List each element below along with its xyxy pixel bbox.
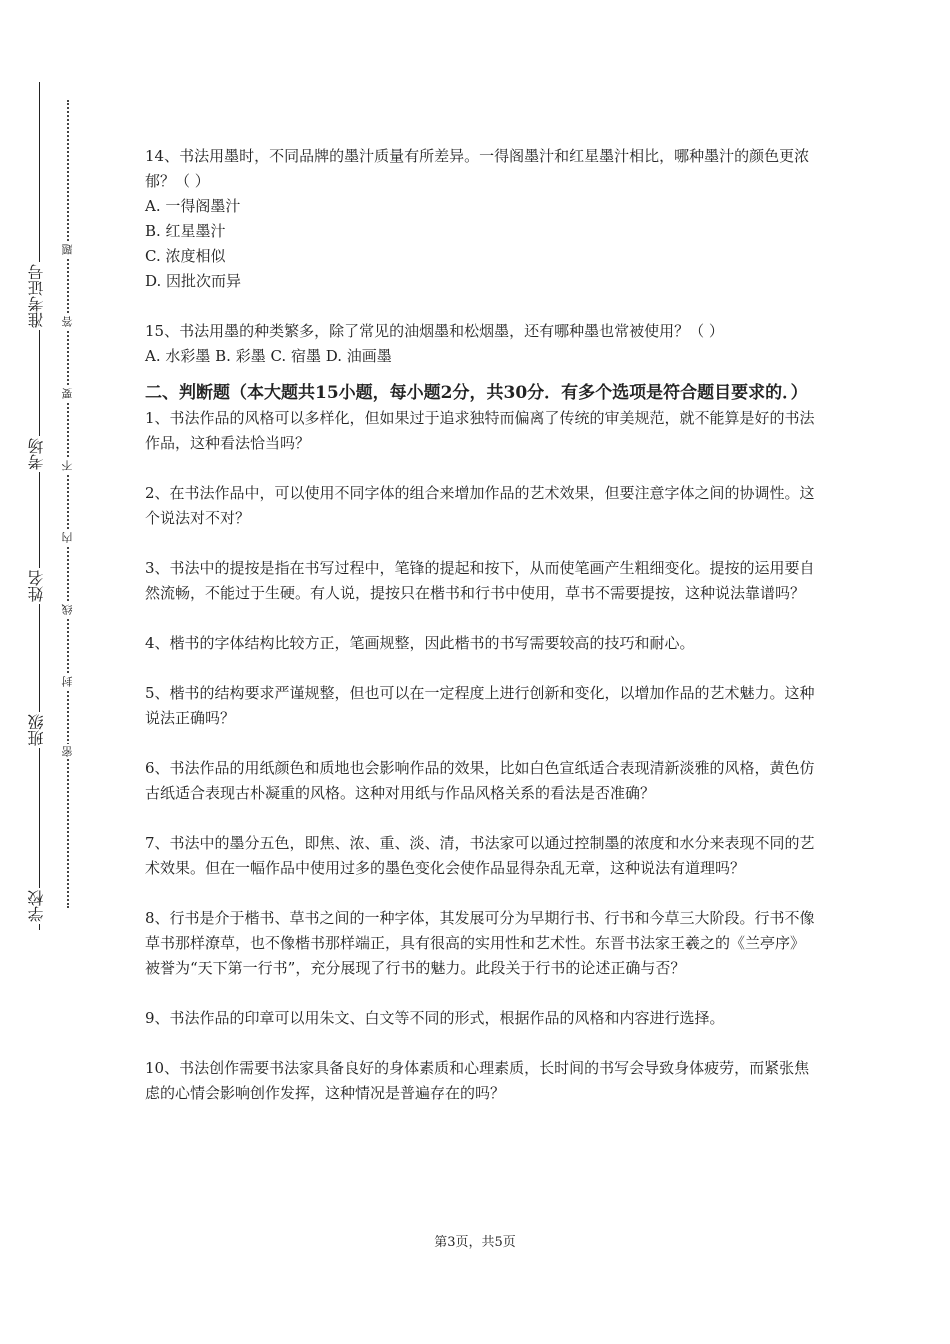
class-label: 班级	[25, 712, 49, 748]
seal-word: 线	[61, 604, 74, 615]
seal-word: 封	[61, 676, 74, 687]
student-info-line	[39, 82, 40, 930]
judgment-item-7: 7、书法中的墨分五色，即焦、浓、重、淡、清，书法家可以通过控制墨的浓度和水分来表现不同的艺术效果。但在一幅作品中使用过多的墨色变化会使作品显得杂乱无章，这种说法有道理吗？	[145, 834, 815, 877]
judgment-item-9: 9、书法作品的印章可以用朱文、白文等不同的形式，根据作品的风格和内容进行选择。	[145, 1009, 725, 1027]
judgment-item-3: 3、书法中的提按是指在书写过程中，笔锋的提起和按下，从而使笔画产生粗细变化。提按的运用要自然流畅，不能过于生硬。有人说，提按只在楷书和行书中使用，草书不需要提按，这种说法靠谱吗？	[145, 559, 815, 602]
judgment-item-10: 10、书法创作需要书法家具备良好的身体素质和心理素质，长时间的书写会导致身体疲劳，而紧张焦虑的心情会影响创作发挥，这种情况是普遍存在的吗？	[145, 1059, 810, 1102]
seal-line	[67, 100, 69, 908]
question-15-stem: 15、书法用墨的种类繁多，除了常见的油烟墨和松烟墨，还有哪种墨也常被使用？（ ）	[145, 322, 724, 340]
section-2-heading: 二、判断题（本大题共15小题，每小题2分，共30分．有多个选项是符合题目要求的．）	[145, 383, 808, 403]
admission-number-label: 准考证号	[25, 262, 49, 330]
seal-word: 不	[61, 460, 74, 471]
seal-word: 答	[61, 316, 74, 327]
question-14-option-d: D. 因批次而异	[145, 272, 242, 290]
name-label: 姓名	[25, 568, 49, 604]
page-number: 第3页，共5页	[434, 1235, 516, 1250]
question-14-option-c: C. 浓度相似	[145, 247, 226, 265]
question-14-option-a: A. 一得阁墨汁	[145, 197, 241, 215]
school-label: 学校	[25, 888, 49, 924]
judgment-item-1: 1、书法作品的风格可以多样化，但如果过于追求独特而偏离了传统的审美规范，就不能算是好的书法作品，这种看法恰当吗？	[145, 409, 815, 452]
question-15-options: A. 水彩墨 B. 彩墨 C. 宿墨 D. 油画墨	[145, 347, 392, 365]
question-14-stem: 14、书法用墨时，不同品牌的墨汁质量有所差异。一得阁墨汁和红星墨汁相比，哪种墨汁的颜色更浓郁？（ ）	[145, 147, 810, 190]
judgment-item-4: 4、楷书的字体结构比较方正，笔画规整，因此楷书的书写需要较高的技巧和耐心。	[145, 634, 695, 652]
question-14-option-b: B. 红星墨汁	[145, 222, 226, 240]
judgment-item-2: 2、在书法作品中，可以使用不同字体的组合来增加作品的艺术效果，但要注意字体之间的协调性。这个说法对不对？	[145, 484, 815, 527]
seal-word: 要	[61, 388, 74, 399]
seal-word: 内	[61, 532, 74, 543]
seal-word: 密	[61, 746, 74, 757]
seal-word: 题	[61, 244, 74, 255]
exam-content	[145, 144, 815, 1106]
exam-room-label: 考场	[25, 436, 49, 472]
judgment-item-8: 8、行书是介于楷书、草书之间的一种字体，其发展可分为早期行书、行书和今草三大阶段。行书不像草书那样潦草，也不像楷书那样端正，具有很高的实用性和艺术性。东晋书法家王羲之的《兰亭序》被誉为“天下第一行书”，充分展现了行书的魅力。此段关于行书的论述正确与否？	[145, 909, 815, 977]
binding-margin	[0, 0, 110, 1344]
judgment-item-5: 5、楷书的结构要求严谨规整，但也可以在一定程度上进行创新和变化，以增加作品的艺术魅力。这种说法正确吗？	[145, 684, 815, 727]
judgment-item-6: 6、书法作品的用纸颜色和质地也会影响作品的效果，比如白色宣纸适合表现清新淡雅的风格，黄色仿古纸适合表现古朴凝重的风格。这种对用纸与作品风格关系的看法是否准确？	[145, 759, 815, 802]
